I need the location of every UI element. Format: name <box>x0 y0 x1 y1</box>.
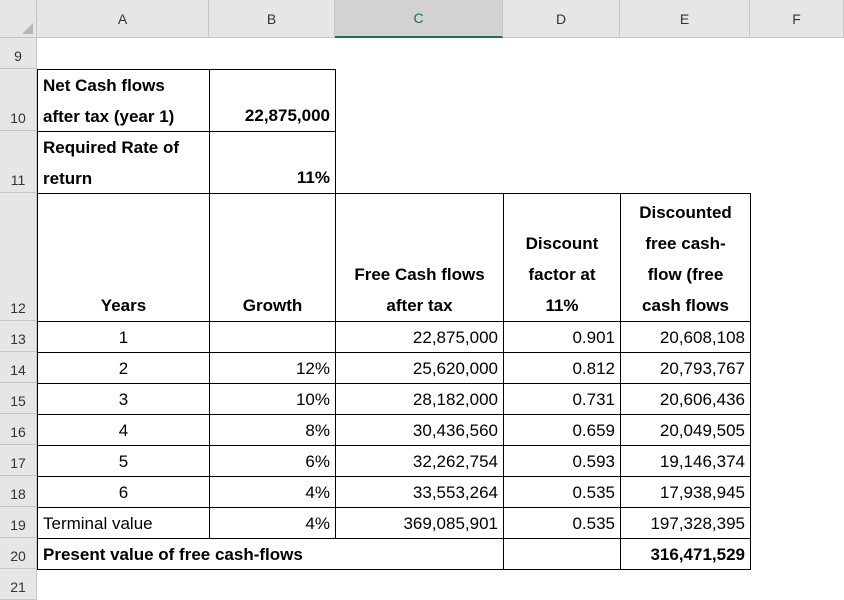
header-growth: Growth <box>242 296 303 315</box>
rate-value-cell[interactable] <box>209 131 336 194</box>
terminal-growth-cell[interactable]: 4% <box>209 507 336 539</box>
rate-label-cell[interactable] <box>37 131 210 194</box>
table-row-df[interactable]: 0.593 <box>503 445 621 477</box>
terminal-label-cell[interactable]: Terminal value <box>37 507 210 539</box>
net-cash-label-line-1: Net Cash flows <box>43 76 165 95</box>
terminal-df-cell[interactable]: 0.535 <box>503 507 621 539</box>
table-row-growth[interactable]: 10% <box>209 383 336 415</box>
table-row-growth[interactable]: 6% <box>209 445 336 477</box>
net-cash-label-cell[interactable] <box>37 69 210 132</box>
table-row-df[interactable]: 0.812 <box>503 352 621 384</box>
table-row-df[interactable]: 0.659 <box>503 414 621 446</box>
table-row-growth[interactable] <box>209 321 336 353</box>
row-header-14[interactable]: 14 <box>0 352 37 383</box>
total-value-cell[interactable]: 316,471,529 <box>620 538 751 570</box>
net-cash-value: 22,875,000 <box>244 106 330 125</box>
column-header-c[interactable]: C <box>335 0 503 38</box>
table-row-df[interactable]: 0.535 <box>503 476 621 508</box>
table-row-year[interactable]: 5 <box>37 445 210 477</box>
header-discount-cell[interactable] <box>503 193 621 322</box>
terminal-fcf-cell[interactable]: 369,085,901 <box>335 507 504 539</box>
row-header-9[interactable]: 9 <box>0 38 37 69</box>
column-header-e[interactable]: E <box>620 0 750 38</box>
row-header-11[interactable]: 11 <box>0 131 37 193</box>
table-row-dfcf[interactable]: 20,793,767 <box>620 352 751 384</box>
table-row-growth[interactable]: 8% <box>209 414 336 446</box>
table-row-growth[interactable]: 12% <box>209 352 336 384</box>
table-row-fcf[interactable]: 32,262,754 <box>335 445 504 477</box>
table-row-year[interactable]: 2 <box>37 352 210 384</box>
select-all-triangle-icon <box>22 23 33 34</box>
table-row-growth[interactable]: 4% <box>209 476 336 508</box>
header-dfcf-line-4: cash flows <box>642 296 729 315</box>
header-fcf-line-1: Free Cash flows <box>354 265 485 284</box>
header-fcf-line-2: after tax <box>386 296 453 315</box>
rate-label-line-2: return <box>43 169 93 188</box>
header-discount-line-2: factor at <box>528 265 596 284</box>
row-header-15[interactable]: 15 <box>0 383 37 414</box>
table-row-fcf[interactable]: 22,875,000 <box>335 321 504 353</box>
header-dfcf-line-2: free cash- <box>645 234 726 253</box>
header-years: Years <box>100 296 147 315</box>
column-header-f[interactable]: F <box>750 0 844 38</box>
table-row-dfcf[interactable]: 20,049,505 <box>620 414 751 446</box>
table-row-dfcf[interactable]: 20,606,436 <box>620 383 751 415</box>
net-cash-value-cell[interactable] <box>209 69 336 132</box>
table-row-fcf[interactable]: 30,436,560 <box>335 414 504 446</box>
column-header-d[interactable]: D <box>503 0 620 38</box>
table-row-fcf[interactable]: 33,553,264 <box>335 476 504 508</box>
row-header-12[interactable]: 12 <box>0 193 37 321</box>
row-header-13[interactable]: 13 <box>0 321 37 352</box>
header-dfcf-cell[interactable] <box>620 193 751 322</box>
column-header-b[interactable]: B <box>209 0 335 38</box>
table-row-fcf[interactable]: 25,620,000 <box>335 352 504 384</box>
header-discount-line-3: 11% <box>545 296 579 315</box>
table-row-dfcf[interactable]: 19,146,374 <box>620 445 751 477</box>
header-discount-line-1: Discount <box>525 234 599 253</box>
header-dfcf-line-3: flow (free <box>647 265 724 284</box>
table-row-dfcf[interactable]: 20,608,108 <box>620 321 751 353</box>
row-header-10[interactable]: 10 <box>0 69 37 131</box>
table-row-df[interactable]: 0.901 <box>503 321 621 353</box>
table-row-dfcf[interactable]: 17,938,945 <box>620 476 751 508</box>
row-header-21[interactable]: 21 <box>0 569 37 600</box>
table-row-year[interactable]: 4 <box>37 414 210 446</box>
header-years-cell[interactable] <box>37 193 210 322</box>
table-row-year[interactable]: 3 <box>37 383 210 415</box>
select-all-corner[interactable] <box>0 0 37 38</box>
table-row-df[interactable]: 0.731 <box>503 383 621 415</box>
rate-value: 11% <box>296 168 330 187</box>
net-cash-label-line-2: after tax (year 1) <box>43 107 175 126</box>
terminal-dfcf-cell[interactable]: 197,328,395 <box>620 507 751 539</box>
table-row-year[interactable]: 1 <box>37 321 210 353</box>
row-header-18[interactable]: 18 <box>0 476 37 507</box>
table-row-year[interactable]: 6 <box>37 476 210 508</box>
header-dfcf-line-1: Discounted <box>639 203 732 222</box>
column-header-a[interactable]: A <box>37 0 209 38</box>
row-header-20[interactable]: 20 <box>0 538 37 569</box>
rate-label-line-1: Required Rate of <box>43 138 180 157</box>
total-empty-cell[interactable] <box>503 538 621 570</box>
header-fcf-cell[interactable] <box>335 193 504 322</box>
total-label-cell[interactable]: Present value of free cash-flows <box>37 538 504 570</box>
row-header-16[interactable]: 16 <box>0 414 37 445</box>
table-row-fcf[interactable]: 28,182,000 <box>335 383 504 415</box>
row-header-17[interactable]: 17 <box>0 445 37 476</box>
header-growth-cell[interactable] <box>209 193 336 322</box>
row-header-19[interactable]: 19 <box>0 507 37 538</box>
